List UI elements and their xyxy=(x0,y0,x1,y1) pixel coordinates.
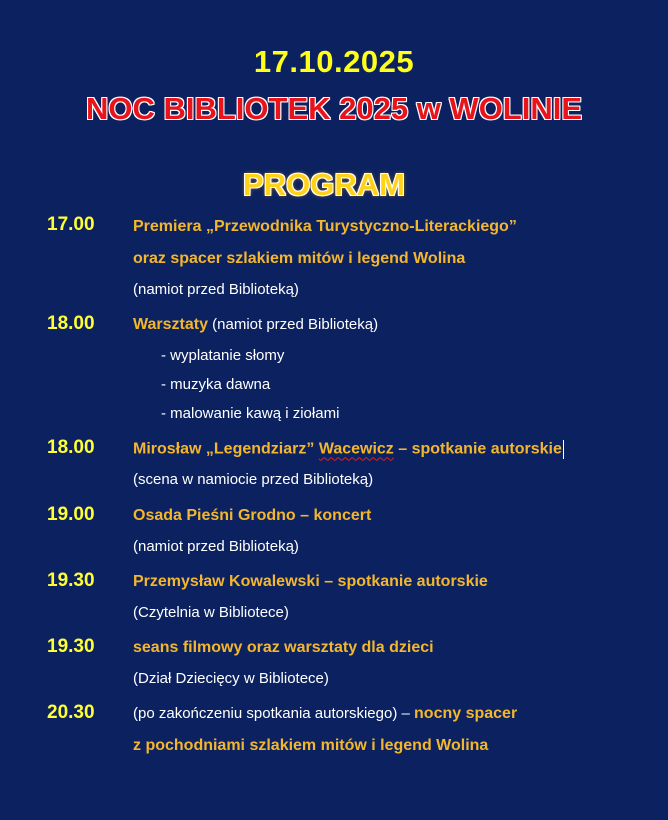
event-title-line: seans filmowy oraz warsztaty dla dzieci xyxy=(133,639,434,656)
event-time: 18.00 xyxy=(47,313,95,334)
event-title-line: z pochodniami szlakiem mitów i legend Wolina xyxy=(133,737,489,754)
event-title-part: Mirosław „Legendziarz” xyxy=(133,440,319,458)
event-prefix: (po zakończeniu spotkania autorskiego) – xyxy=(133,705,415,722)
event-time: 18.00 xyxy=(47,437,95,458)
program-heading: PROGRAM xyxy=(243,167,405,202)
event-location: (namiot przed Biblioteką) xyxy=(133,281,299,298)
event-title: NOC BIBLIOTEK 2025 w WOLINIE xyxy=(85,91,583,126)
event-title-line xyxy=(133,705,517,723)
event-location: (namiot przed Biblioteką) xyxy=(133,538,299,555)
event-title-line: Osada Pieśni Grodno – koncert xyxy=(133,507,372,524)
event-location: (namiot przed Biblioteką) xyxy=(207,316,379,333)
text-cursor xyxy=(563,440,564,459)
event-title-line: Przemysław Kowalewski – spotkanie autorskie xyxy=(133,573,488,590)
event-time: 20.30 xyxy=(47,702,95,723)
event-title-line: Premiera „Przewodnika Turystyczno-Literackiego” xyxy=(133,218,517,235)
event-title-line: oraz spacer szlakiem mitów i legend Wolina xyxy=(133,250,466,267)
event-date: 17.10.2025 xyxy=(253,44,415,79)
event-title: Warsztaty xyxy=(133,316,208,333)
event-time: 17.00 xyxy=(47,214,95,235)
event-location: (scena w namiocie przed Biblioteką) xyxy=(133,471,374,488)
event-title-line xyxy=(133,440,564,459)
workshop-item: - wyplatanie słomy xyxy=(161,347,285,364)
event-time: 19.30 xyxy=(47,570,95,591)
spellcheck-word: Wacewicz xyxy=(318,440,394,458)
workshop-item: - malowanie kawą i ziołami xyxy=(161,405,340,422)
workshop-item: - muzyka dawna xyxy=(161,376,271,393)
event-title-part: nocny spacer xyxy=(414,705,518,722)
event-time: 19.00 xyxy=(47,504,95,525)
event-location: (Dział Dziecięcy w Bibliotece) xyxy=(133,670,329,687)
event-time: 19.30 xyxy=(47,636,95,657)
event-title-line xyxy=(133,316,378,334)
event-title-part: – spotkanie autorskie xyxy=(393,440,562,458)
event-location: (Czytelnia w Bibliotece) xyxy=(133,604,289,621)
